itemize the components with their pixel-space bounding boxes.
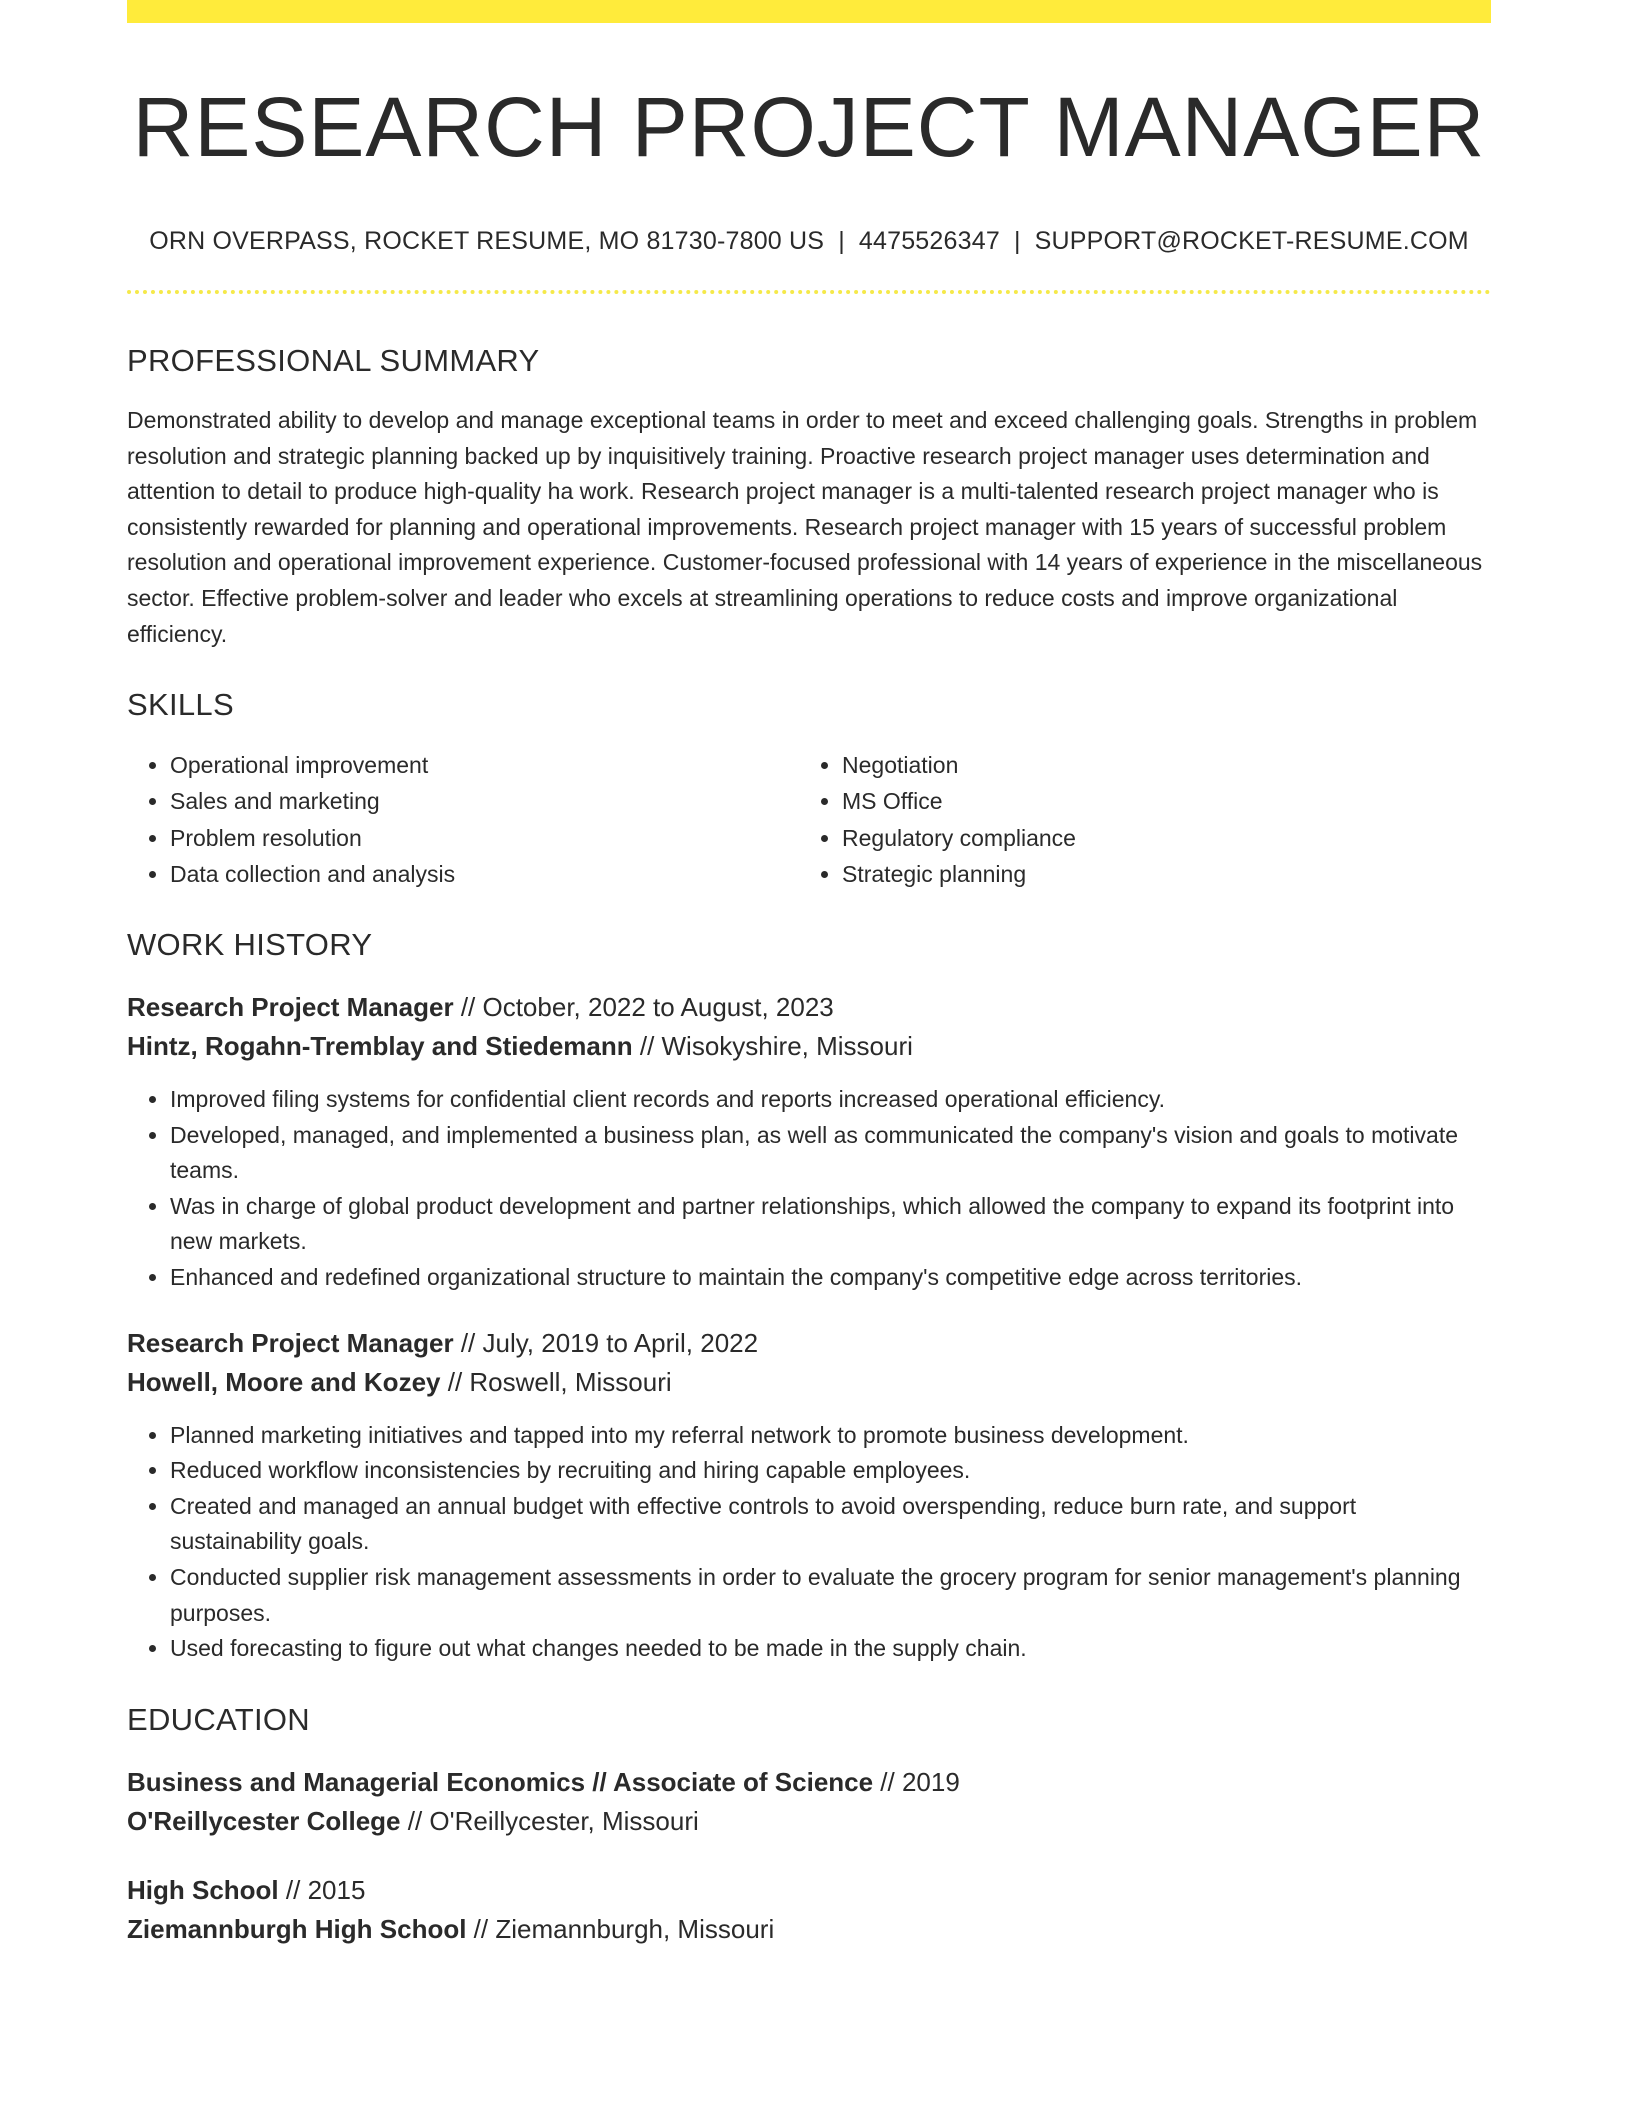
job-bullet: • Developed, managed, and implemented a business plan, as well as communicated the company's vision and goals to motivate teams. bbox=[170, 1118, 1491, 1189]
contact-line bbox=[127, 229, 1491, 254]
job-bullet: • Reduced workflow inconsistencies by recruiting and hiring capable employees. bbox=[170, 1453, 1491, 1489]
job-company-line bbox=[127, 1363, 1491, 1402]
degree-line bbox=[127, 1871, 1491, 1910]
skill-item: • Data collection and analysis bbox=[170, 856, 799, 892]
job-company: Hintz, Rogahn-Tremblay and Stiedemann bbox=[127, 1030, 633, 1061]
job-bullet: • Planned marketing initiatives and tapped into my referral network to promote business development. bbox=[170, 1418, 1491, 1454]
job-entry bbox=[127, 988, 1491, 1296]
phone: 4475526347 bbox=[858, 227, 1000, 255]
skills-column-right bbox=[799, 747, 1471, 892]
school-name: Ziemannburgh High School bbox=[127, 1913, 467, 1944]
skill-item: • MS Office bbox=[842, 783, 1471, 819]
degree: Business and Managerial Economics // Associate of Science bbox=[127, 1766, 874, 1797]
job-bullet: • Improved filing systems for confidential client records and reports increased operational efficiency. bbox=[170, 1082, 1491, 1118]
job-dates: // October, 2022 to August, 2023 bbox=[453, 991, 834, 1022]
summary-text: Demonstrated ability to develop and manage exceptional teams in order to meet and exceed challenging goals. Strengths in problem resolution and strategic planning backed up by inquisitively training. Proactive research project manager uses determination and attention to detail to produce high-quality ha work. Research project manager is a multi-talented research project manager who is consistently rewarded for planning and operational improvements. Research project manager with 15 years of successful problem resolution and operational improvement experience. Customer-focused professional with 14 years of experience in the miscellaneous sector. Effective problem-solver and leader who excels at streamlining operations to reduce costs and improve organizational efficiency. bbox=[127, 407, 1483, 647]
separator: | bbox=[838, 227, 845, 255]
graduation-year: // 2019 bbox=[873, 1766, 960, 1797]
job-location: // Roswell, Missouri bbox=[440, 1366, 672, 1397]
skill-item: • Sales and marketing bbox=[170, 783, 799, 819]
job-role-line bbox=[127, 1324, 1491, 1363]
school-location: // Ziemannburgh, Missouri bbox=[466, 1913, 775, 1944]
job-bullet: • Was in charge of global product development and partner relationships, which allowed the company to expand its footprint into new markets. bbox=[170, 1189, 1491, 1260]
email: SUPPORT@ROCKET-RESUME.COM bbox=[1034, 227, 1469, 255]
dotted-divider bbox=[127, 290, 1491, 294]
skills-column-left bbox=[127, 747, 799, 892]
school-name: O'Reillycester College bbox=[127, 1805, 401, 1836]
skill-item: • Operational improvement bbox=[170, 747, 799, 783]
education-entry bbox=[127, 1871, 1491, 1949]
resume-title: RESEARCH PROJECT MANAGER bbox=[132, 80, 1486, 174]
skill-item: • Negotiation bbox=[842, 747, 1471, 783]
school-location: // O'Reillycester, Missouri bbox=[400, 1805, 699, 1836]
degree: High School bbox=[127, 1874, 279, 1905]
skills-grid bbox=[127, 747, 1491, 892]
job-bullet: • Conducted supplier risk management assessments in order to evaluate the grocery program for senior management's planning purposes. bbox=[170, 1560, 1491, 1631]
skill-item: • Problem resolution bbox=[170, 820, 799, 856]
graduation-year: // 2015 bbox=[278, 1874, 366, 1905]
job-location: // Wisokyshire, Missouri bbox=[632, 1030, 913, 1061]
job-company: Howell, Moore and Kozey bbox=[127, 1366, 441, 1397]
address: ORN OVERPASS, ROCKET RESUME, MO 81730-7800 US bbox=[149, 227, 825, 255]
job-role: Research Project Manager bbox=[127, 991, 454, 1022]
resume-page bbox=[127, 0, 1491, 1949]
education-heading: EDUCATION bbox=[127, 1701, 310, 1737]
job-role: Research Project Manager bbox=[127, 1327, 454, 1358]
degree-line bbox=[127, 1763, 1491, 1802]
work-history-heading: WORK HISTORY bbox=[127, 926, 373, 962]
school-line bbox=[127, 1802, 1491, 1841]
job-bullet: • Enhanced and redefined organizational structure to maintain the company's competitive edge across territories. bbox=[170, 1260, 1491, 1296]
education-entry bbox=[127, 1763, 1491, 1841]
separator: | bbox=[1013, 227, 1021, 255]
skills-heading: SKILLS bbox=[127, 687, 234, 723]
skill-item: • Strategic planning bbox=[842, 856, 1471, 892]
accent-bar bbox=[127, 0, 1491, 23]
job-bullets bbox=[127, 1418, 1491, 1667]
summary-heading: PROFESSIONAL SUMMARY bbox=[127, 343, 540, 378]
job-role-line bbox=[127, 988, 1491, 1027]
skill-item: • Regulatory compliance bbox=[842, 820, 1471, 856]
job-bullet: • Used forecasting to figure out what changes needed to be made in the supply chain. bbox=[170, 1631, 1491, 1667]
job-bullet: • Created and managed an annual budget with effective controls to avoid overspending, reduce burn rate, and support sustainability goals. bbox=[170, 1489, 1491, 1560]
job-entry bbox=[127, 1324, 1491, 1667]
job-bullets bbox=[127, 1082, 1491, 1296]
job-dates: // July, 2019 to April, 2022 bbox=[453, 1327, 759, 1358]
job-company-line bbox=[127, 1027, 1491, 1066]
school-line bbox=[127, 1910, 1491, 1949]
